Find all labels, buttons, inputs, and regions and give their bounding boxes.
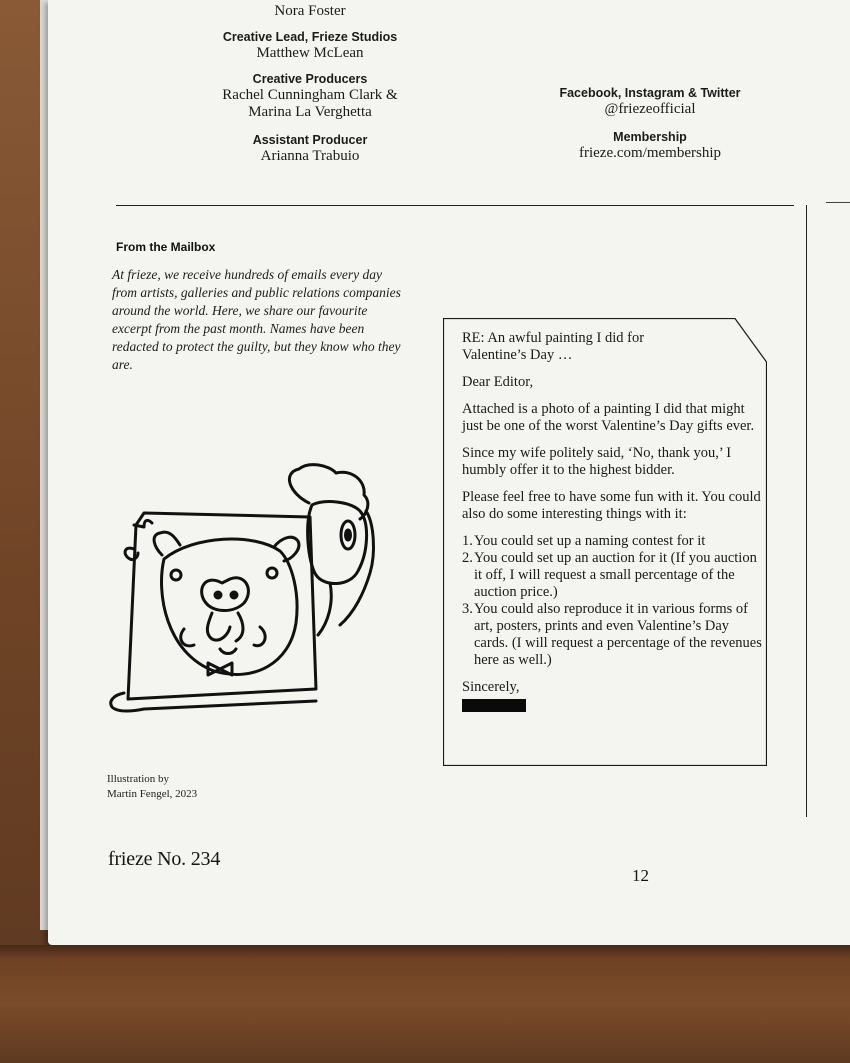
- letter-paragraph-2: Since my wife politely said, ‘No, thank you,’ I humbly offer it to the highest bidder.: [462, 445, 732, 478]
- credit-name: Matthew McLean: [256, 45, 364, 61]
- letter-greeting: Dear Editor,: [462, 374, 534, 390]
- wooden-table: [0, 945, 850, 1063]
- list-text: You could set up a naming contest for it: [474, 533, 706, 549]
- credit-creative-lead: [190, 30, 430, 62]
- credit-creative-producers: [180, 72, 440, 121]
- credit-membership: [540, 130, 760, 162]
- page-number: 12: [632, 866, 649, 885]
- magazine-issue: frieze No. 234: [108, 848, 221, 870]
- caption-line-2: Martin Fengel, 2023: [107, 788, 198, 800]
- redacted-name: [462, 699, 526, 712]
- column-divider: [806, 205, 807, 817]
- letter-subject: RE: An awful painting I did for Valentine’s Day …: [462, 330, 645, 363]
- credit-assistant-producer: [190, 133, 430, 165]
- list-text: You could set up an auction for it (If you auction it off, I will request a small percentage of the auction price.): [474, 550, 757, 600]
- section-divider: [116, 205, 794, 206]
- list-number: 1.: [462, 533, 473, 549]
- list-item: [462, 550, 762, 601]
- list-number: 3.: [462, 601, 473, 617]
- credit-name-line-2: Marina La Verghetta: [248, 104, 372, 120]
- credit-role: Creative Producers: [252, 72, 368, 86]
- credit-name: Nora Foster: [274, 3, 346, 19]
- credit-role: Creative Lead, Frieze Studios: [222, 30, 398, 44]
- credit-role: Assistant Producer: [252, 133, 368, 147]
- illustration: [104, 463, 394, 723]
- list-number: 2.: [462, 550, 473, 566]
- illustration-caption: [107, 772, 197, 802]
- credit-name: frieze.com/membership: [578, 145, 722, 161]
- credit-role: Membership: [613, 130, 687, 144]
- letter-list: [462, 533, 762, 669]
- credit-name-line-1: Rachel Cunningham Clark &: [222, 87, 398, 103]
- credit-nora-foster: [200, 3, 420, 20]
- list-item: [462, 533, 762, 550]
- caption-line-1: Illustration by: [107, 773, 170, 785]
- letter-paragraph-3: Please feel free to have some fun with it. You could also do some interesting things with it:: [462, 489, 761, 522]
- list-text: You could also reproduce it in various forms of art, posters, prints and even Valentine’s Day cards. (I will request a percentage of the revenues here as well.): [474, 601, 762, 668]
- list-item: [462, 601, 762, 669]
- credit-role: Facebook, Instagram & Twitter: [559, 86, 741, 100]
- letter-paragraph-1: Attached is a photo of a painting I did that might just be one of the worst Valentine’s Day gifts ever.: [462, 401, 755, 434]
- intro-paragraph: At frieze, we receive hundreds of emails every day from artists, galleries and public relations companies around the world. Here, we share our favourite excerpt from the past month. Names have been redacted to protect the guilty, but they know who they are.: [112, 267, 401, 372]
- section-title: From the Mailbox: [116, 240, 216, 254]
- page-shadow: [0, 945, 850, 959]
- credit-name: Arianna Trabuio: [260, 148, 360, 164]
- credit-social: [540, 86, 760, 118]
- facing-page-rule: [826, 202, 850, 203]
- letter: [462, 330, 762, 712]
- credit-name: @friezeofficial: [604, 101, 696, 117]
- letter-signoff: Sincerely,: [462, 679, 520, 695]
